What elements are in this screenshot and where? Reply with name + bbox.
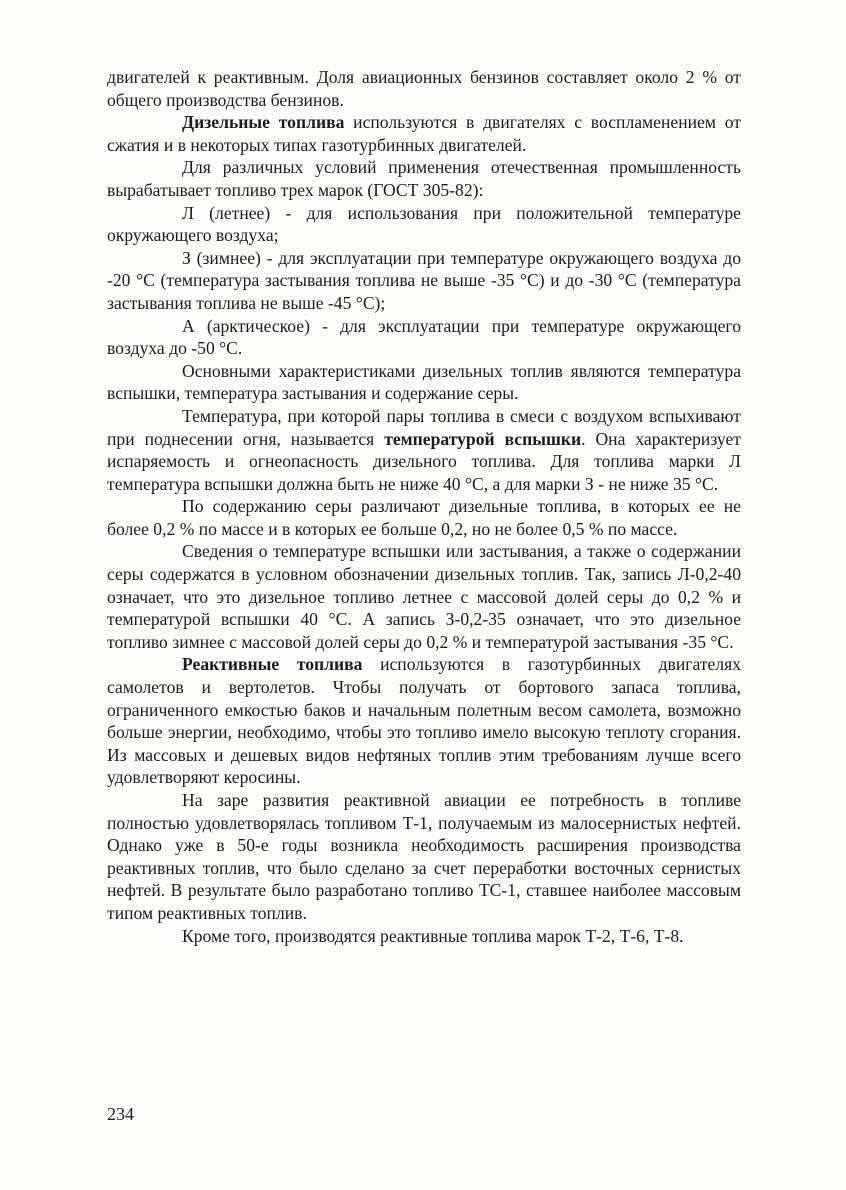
page-number: 234: [107, 1104, 134, 1124]
list-item: А (арктическое) - для эксплуатации при температуре окружающего воздуха до -50 °С.: [107, 315, 741, 359]
paragraph: На заре развития реактивной авиации ее потребность в топливе полностью удовлетворялась топливом Т-1, получаемым из малосернистых нефтей. Однако уже в 50-е годы возникла необходимость расширения производства реактивных топлив, что было сделано за счет переработки восточных сернистых нефтей. В результате было разработано топливо ТС-1, ставшее наиболее массовым типом реактивных топлив.: [107, 790, 741, 923]
paragraph: По содержанию серы различают дизельные топлива, в которых ее не более 0,2 % по массе и в которых ее больше 0,2, но не более 0,5 % по массе.: [107, 496, 741, 539]
paragraph: Для различных условий применения отечественная промышленность вырабатывает топливо трех марок (ГОСТ 305-82):: [107, 157, 741, 200]
paragraph: Сведения о температуре вспышки или застывания, а также о содержании серы содержатся в условном обозначении дизельных топлив. Так, запись Л-0,2-40 означает, что это дизельное топливо летнее с массовой долей серы до 0,2 % и температурой вспышки 40 °С. А запись З-0,2-35 означает, что это дизельное топливо зимнее с массовой долей серы до 0,2 % и температурой застывания -35 °С.: [107, 541, 741, 652]
paragraph-text: . Она характеризует испаряемость и огнеопасность дизельного топлива. Для топлива марки Л температура вспышки должна быть не ниже 40 °С, а для марки З - не ниже 35 °С.: [107, 428, 741, 494]
list-item: З (зимнее) - для эксплуатации при температуре окружающего воздуха до -20 °С (температура застывания топлива не выше -35 °С) и до -30 °С (температура застывания топлива не выше -45 °С);: [107, 247, 741, 313]
paragraph: [107, 111, 741, 156]
paragraph-text: используются в газотурбинных двигателях самолетов и вертолетов. Чтобы получать от бортового запаса топлива, ограниченного емкостью баков и начальным полетным весом самолета, возможно больше энергии, необходимо, чтобы это топливо имело высокую теплоту сгорания. Из массовых и дешевых видов нефтяных топлив этим требованиям лучше всего удовлетворяют керосины.: [107, 654, 742, 788]
body-text: [107, 66, 741, 947]
paragraph-text: используются в двигателях с воспламенением от сжатия и в некоторых типах газотурбинных двигателей.: [107, 112, 741, 155]
paragraph: Кроме того, производятся реактивные топлива марок Т-2, Т-6, Т-8.: [182, 925, 684, 946]
paragraph: двигателей к реактивным. Доля авиационных бензинов составляет около 2 % от общего производства бензинов.: [107, 67, 741, 110]
paragraph: Основными характеристиками дизельных топлив являются температура вспышки, температура застывания и содержание серы.: [107, 360, 741, 404]
list-item: Л (летнее) - для использования при положительной температуре окружающего воздуха;: [107, 202, 741, 246]
bold-term: Реактивные топлива: [182, 654, 363, 675]
paragraph: [107, 653, 741, 789]
bold-term: температурой вспышки: [384, 428, 582, 449]
paragraph-text: Температура, при которой пары топлива в смеси с воздухом вспыхивают при поднесении огня, называется: [107, 405, 741, 449]
bold-term: Дизельные топлива: [182, 112, 345, 133]
paragraph: [107, 405, 741, 495]
